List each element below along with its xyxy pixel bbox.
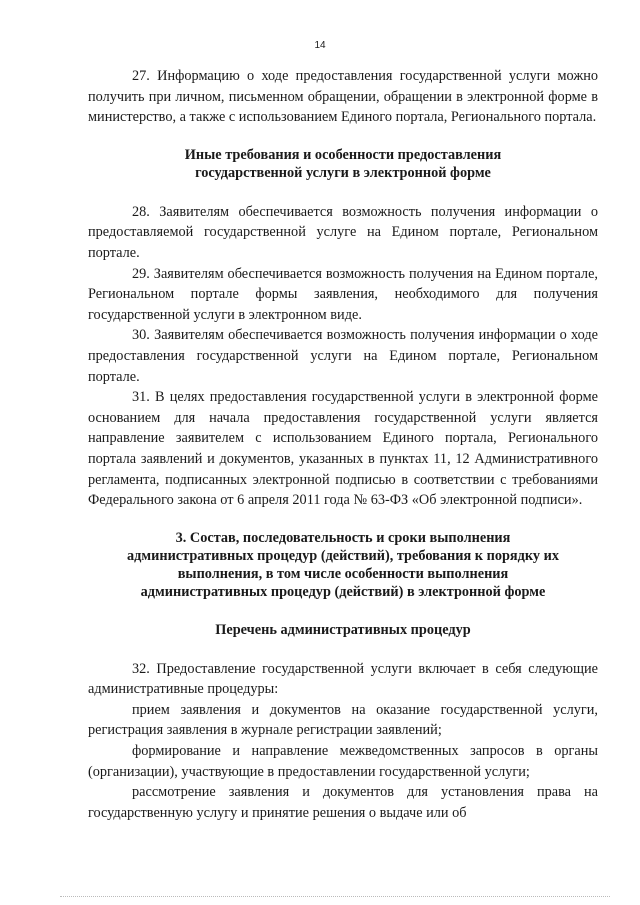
section-heading-electronic-form: Иные требования и особенности предоставления государственной услуги в электронной форме — [184, 146, 502, 181]
scan-edge-line — [60, 895, 610, 897]
paragraph-28: 28. Заявителям обеспечивается возможность получения информации о предоставляемой государственной услуге на Едином портале, Региональном портале. — [88, 203, 598, 261]
paragraph-27: 27. Информацию о ходе предоставления государственной услуги можно получить при личном, письменном обращении, обращении в электронной форме в министерство, а также с использованием Единого портала, Регионального портала. — [88, 68, 598, 126]
procedure-item-1: прием заявления и документов на оказание государственной услуги, регистрация заявления в журнале регистрации заявлений; — [88, 701, 598, 739]
document-body — [88, 66, 598, 823]
procedure-item-2: формирование и направление межведомственных запросов в органы (организации), участвующие в предоставлении государственной услуги; — [88, 743, 598, 780]
procedure-item-3: рассмотрение заявления и документов для установления права на государственную услугу и принятие решения о выдаче или об — [88, 784, 598, 821]
chapter-3-heading: 3. Состав, последовательность и сроки выполнения административных процедур (действий), требования к порядку их выполнения, в том числе особенности выполнения административных процедур (действий) в электронной форме — [126, 529, 560, 600]
procedures-list-heading: Перечень административных процедур — [215, 621, 471, 638]
paragraph-32: 32. Предоставление государственной услуги включает в себя следующие административные процедуры: — [88, 660, 598, 698]
paragraph-31: 31. В целях предоставления государственной услуги в электронной форме основанием для начала предоставления государственной услуги является направление заявителем с использованием Единого портала, Регионального портала заявлений и документов, указанных в пунктах 11, 12 Административного регламента, подписанных электронной подписью в соответствии с требованиями Федерального закона от 6 апреля 2011 года № 63-ФЗ «Об электронной подписи». — [88, 389, 598, 509]
paragraph-30: 30. Заявителям обеспечивается возможность получения информации о ходе предоставления государственной услуги на Едином портале, Региональном портале. — [88, 327, 598, 385]
page-number: 14 — [314, 40, 326, 51]
paragraph-29: 29. Заявителям обеспечивается возможность получения на Едином портале, Региональном портале формы заявления, необходимого для получения государственной услуги в электронном виде. — [88, 265, 598, 323]
